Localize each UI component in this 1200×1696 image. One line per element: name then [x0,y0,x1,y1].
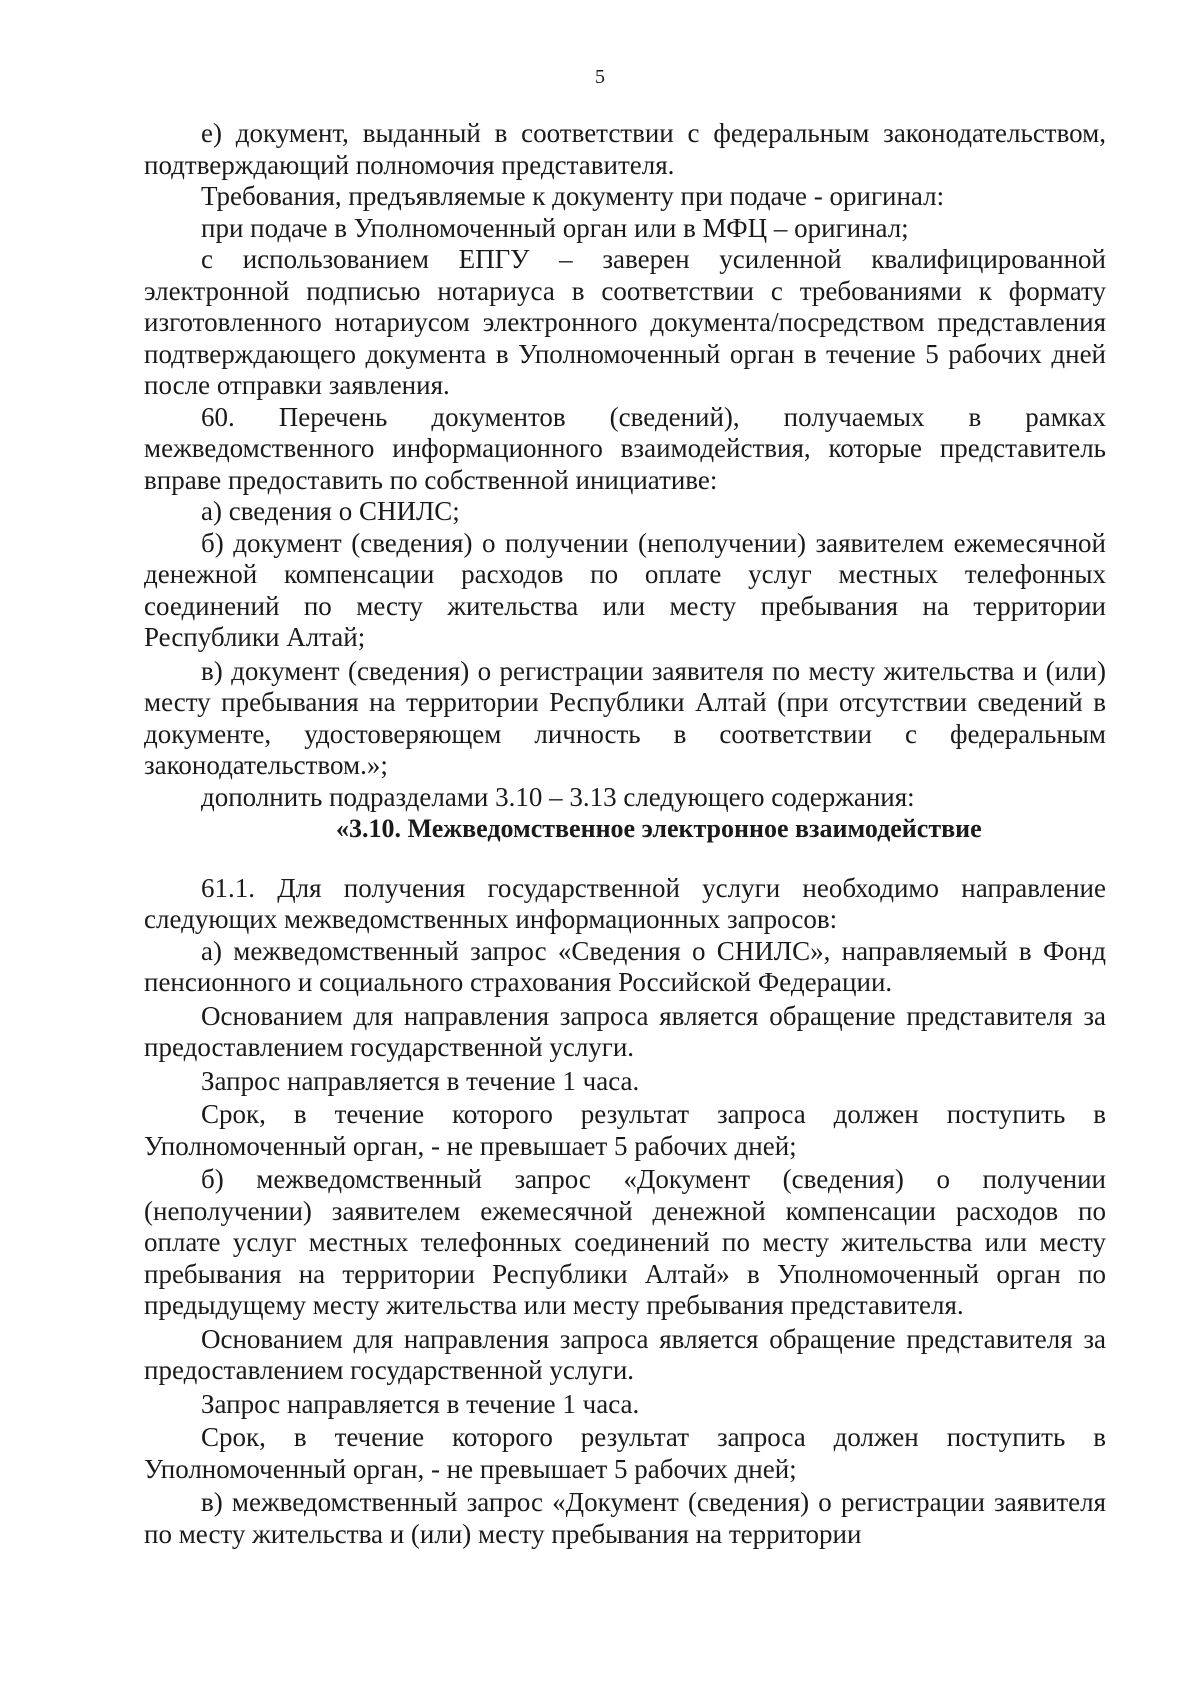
paragraph: Запрос направляется в течение 1 часа. [201,1065,640,1096]
paragraph: а) сведения о СНИЛС; [201,496,460,526]
paragraph: а) межведомственный запрос «Сведения о СНИЛС», направляемый в Фонд пенсионного и социального страхования Российской Федерации. [144,935,1106,997]
paragraph: Основанием для направления запроса является обращение представителя за предоставлением государственной услуги. [144,1000,1106,1062]
paragraph: Срок, в течение которого результат запроса должен поступить в Уполномоченный орган, - не превышает 5 рабочих дней; [144,1099,1106,1161]
paragraph: с использованием ЕПГУ – заверен усиленной квалифицированной электронной подписью нотариуса в соответствии с требованиями к формату изготовленного нотариусом электронного документа/посредством представления подтверждающего документа в Уполномоченный орган в течение 5 рабочих дней после отправки заявления. [144,244,1106,400]
paragraph: Основанием для направления запроса является обращение представителя за предоставлением государственной услуги. [144,1323,1106,1385]
paragraph: 61.1. Для получения государственной услуги необходимо направление следующих межведомственных информационных запросов: [144,872,1106,934]
paragraph: дополнить подразделами 3.10 – 3.13 следующего содержания: [201,781,915,812]
paragraph: при подаче в Уполномоченный орган или в МФЦ – оригинал; [201,212,909,243]
paragraph: е) документ, выданный в соответствии с федеральным законодательством, подтверждающий полномочия представителя. [144,118,1106,180]
section-heading: «3.10. Межведомственное электронное взаимодействие [336,814,982,843]
paragraph: б) документ (сведения) о получении (неполучении) заявителем ежемесячной денежной компенсации расходов по оплате услуг местных телефонных соединений по месту жительства или месту пребывания на территории Республики Алтай; [144,527,1106,652]
paragraph: в) документ (сведения) о регистрации заявителя по месту жительства и (или) месту пребывания на территории Республики Алтай (при отсутствии сведений в документе, удостоверяющем личность в соответствии с федеральным законодательством.»; [144,655,1106,780]
paragraph: в) межведомственный запрос «Документ (сведения) о регистрации заявителя по месту жительства и (или) месту пребывания на территории [144,1487,1106,1549]
paragraph: Запрос направляется в течение 1 часа. [201,1388,640,1419]
paragraph: 60. Перечень документов (сведений), получаемых в рамках межведомственного информационного взаимодействия, которые представитель вправе предоставить по собственной инициативе: [144,401,1106,495]
document-body [144,118,1106,1550]
paragraph: б) межведомственный запрос «Документ (сведения) о получении (неполучении) заявителем ежемесячной денежной компенсации расходов по оплате услуг местных телефонных соединений по месту жительства или месту пребывания на территории Республики Алтай» в Уполномоченный орган по предыдущему месту жительства или месту пребывания представителя. [144,1164,1106,1320]
page-number: 5 [595,66,605,88]
paragraph: Срок, в течение которого результат запроса должен поступить в Уполномоченный орган, - не превышает 5 рабочих дней; [144,1422,1106,1484]
paragraph: Требования, предъявляемые к документу при подаче - оригинал: [201,181,945,211]
